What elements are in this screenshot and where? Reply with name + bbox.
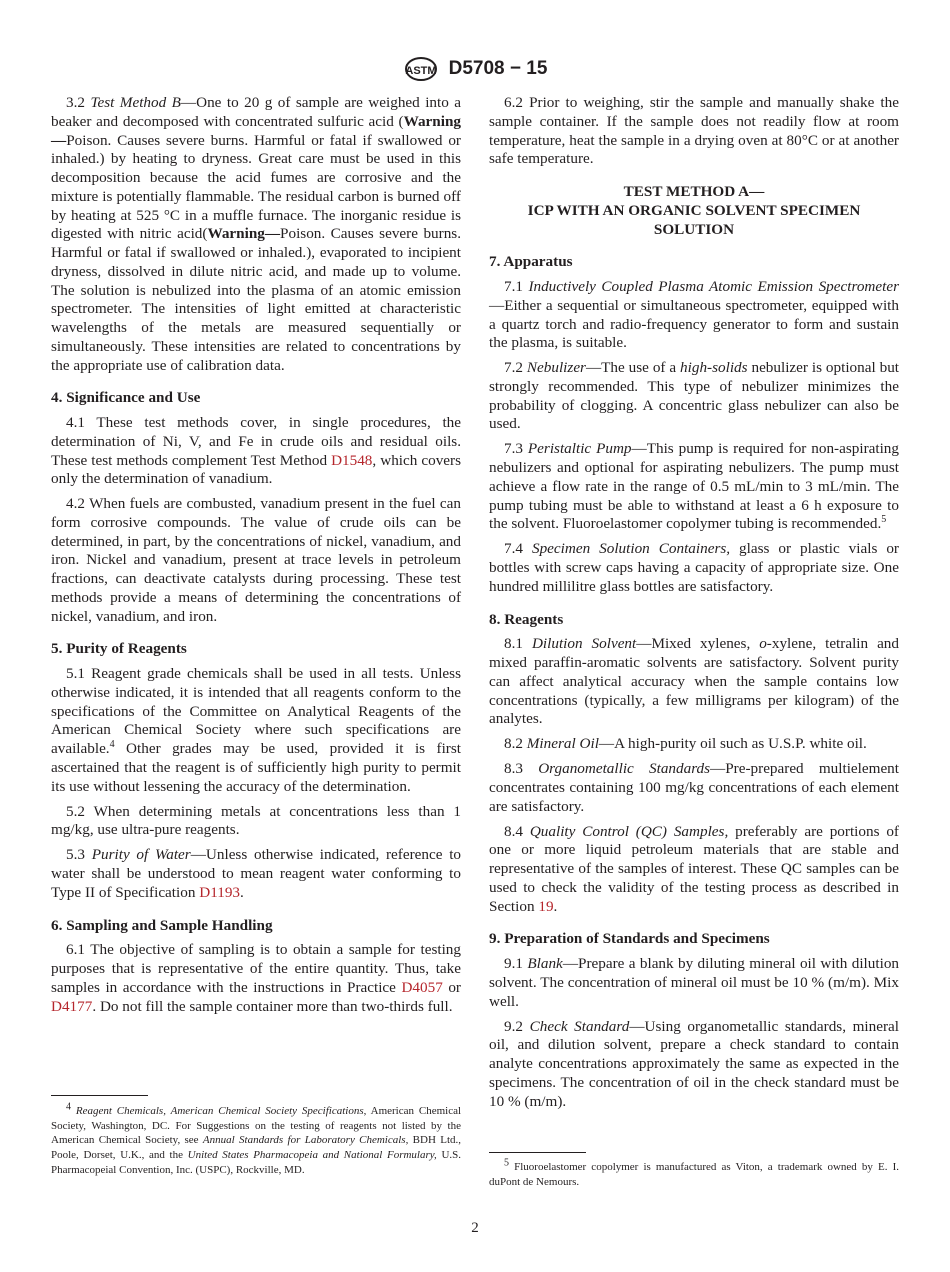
text-run: —Using organometallic standards, mineral oil, and dilution solvent, prepare a check standard to contain analyte concentrations approximately the same as expected in the specimens. The concentration of oil in the check standard must be 10 % (m/m). bbox=[489, 1017, 899, 1110]
text-run: Purity of Water bbox=[91, 846, 191, 864]
text-run: , American Chemical Society, Washington, DC. For Suggestions on the testing of reagents not listed by the American Chemical Society, see bbox=[51, 1105, 462, 1147]
paragraph bbox=[489, 540, 899, 596]
text-run: Nebulizer bbox=[526, 359, 586, 377]
footnote-divider bbox=[51, 1095, 148, 1096]
text-run: Poison. Causes severe burns. Harmful or fatal if swallowed or inhaled.), evaporated to incipient dryness, dissolved in dilute nitric acid, and made up to volume. The solution is nebulized into the plasma of an atomic emission spectrometer. The intensities of light emitted at characteristic wavelengths of the metals are measured sequentially or simultaneously. These intensities are related to concentrations by the appropriate use of calibration data. bbox=[51, 225, 461, 374]
text-run: Other grades may be used, provided it is first ascertained that the reagent is of sufficiently high purity to permit its use without lessening the accuracy of the determination. bbox=[51, 740, 461, 795]
text-run: Blank bbox=[527, 955, 563, 973]
footnote-5 bbox=[489, 1157, 899, 1189]
text-run: high-solids bbox=[680, 359, 748, 377]
footnote-ref[interactable]: 5 bbox=[504, 1157, 509, 1169]
text-run: —Pre-prepared multielement concentrates containing 100 mg/kg concentrations of each element are satisfactory. bbox=[489, 760, 899, 815]
text-run: 4.2 When fuels are combusted, vanadium present in the fuel can form corrosive compounds. The value of crude oils can be determined, in part, by the concentrations of nickel, vanadium, and iron. Nickel and vanadium, present at trace levels in petroleum fractions, can deactivate catalysts during processing. These test methods provide a means of determining the concentrations of nickel, vanadium, and iron. bbox=[51, 495, 461, 625]
text-run: 6. Sampling and Sample Handling bbox=[51, 916, 273, 934]
paragraph bbox=[489, 1018, 899, 1112]
text-run: -xylene, tetralin and mixed paraffin-aromatic solvents are satisfactory. Solvent purity can affect analytical accuracy when the sample contains low concentrations (typically, a few milligrams per kilogram) of the analytes. bbox=[489, 635, 899, 728]
text-run: 8.4 bbox=[504, 822, 530, 840]
footnote-ref[interactable]: 5 bbox=[881, 514, 887, 526]
paragraph bbox=[489, 760, 899, 816]
footnote-divider bbox=[489, 1152, 586, 1153]
paragraph bbox=[489, 823, 899, 917]
text-run: Peristaltic Pump bbox=[527, 440, 632, 458]
paragraph bbox=[51, 846, 461, 902]
text-run: Dilution Solvent bbox=[531, 635, 637, 653]
text-run: Check Standard bbox=[529, 1017, 630, 1035]
footnote-4 bbox=[51, 1101, 462, 1178]
paragraph bbox=[489, 359, 899, 434]
text-run: —One to 20 g of sample are weighed into a beaker and decomposed with concentrated sulfuric acid ( bbox=[51, 94, 462, 130]
svg-text:ASTM: ASTM bbox=[405, 65, 437, 77]
paragraph bbox=[51, 414, 461, 489]
text-run: 5.3 bbox=[66, 846, 92, 864]
text-run: BDH Ltd., Poole, Dorset, U.K., and the bbox=[51, 1134, 461, 1162]
text-run: 7.4 bbox=[504, 540, 532, 558]
section-heading bbox=[489, 930, 899, 949]
paragraph bbox=[489, 735, 899, 754]
text-run: United States Pharmacopeia and National Formulary, bbox=[187, 1149, 437, 1162]
text-run: 9.1 bbox=[504, 955, 528, 973]
section-heading bbox=[51, 917, 461, 936]
text-run: Specimen Solution Containers, bbox=[531, 540, 731, 558]
text-run: —The use of a bbox=[585, 359, 681, 377]
text-run: Warning— bbox=[207, 225, 281, 243]
text-run: Reagent Chemicals, American Chemical Society Specifications bbox=[75, 1105, 364, 1117]
text-run: , which covers only the determination of vanadium. bbox=[51, 451, 461, 488]
paragraph bbox=[51, 495, 461, 626]
paragraph bbox=[489, 955, 899, 1011]
reference-link[interactable]: D1193 bbox=[199, 883, 241, 901]
text-run: 8.2 bbox=[504, 735, 527, 753]
paragraph bbox=[51, 941, 461, 1016]
text-run: 7. Apparatus bbox=[489, 253, 573, 271]
footnote-ref[interactable]: 4 bbox=[109, 739, 115, 751]
document-id: D5708 − 15 bbox=[448, 58, 548, 79]
text-run: TEST METHOD A— bbox=[623, 183, 765, 200]
section-heading bbox=[489, 253, 899, 272]
paragraph bbox=[51, 665, 461, 796]
text-run: . bbox=[553, 897, 558, 915]
text-run: Annual Standards for Laboratory Chemicals, bbox=[202, 1134, 409, 1147]
text-run: or bbox=[442, 978, 461, 996]
paragraph bbox=[51, 94, 461, 375]
reference-link[interactable]: 19 bbox=[538, 897, 554, 915]
text-run: 5. Purity of Reagents bbox=[51, 640, 187, 658]
text-run: 7.2 bbox=[504, 359, 527, 377]
text-run: Organometallic Standards bbox=[538, 760, 711, 778]
text-run: ICP WITH AN ORGANIC SOLVENT SPECIMEN SOLUTION bbox=[527, 201, 861, 238]
text-run: —Unless otherwise indicated, reference to water shall be understood to mean reagent water conforming to Type II of Specification bbox=[51, 846, 462, 901]
page-header bbox=[0, 56, 950, 82]
paragraph bbox=[489, 440, 899, 534]
text-run: 6.2 Prior to weighing, stir the sample and manually shake the sample container. If the sample does not readily flow at room temperature, heat the sample in a drying oven at 80°C or at another safe temperature. bbox=[489, 94, 899, 168]
paragraph bbox=[489, 635, 899, 729]
text-run: —Prepare a blank by diluting mineral oil with dilution solvent. The concentration of mineral oil must be 10 % (m/m). Mix well. bbox=[489, 955, 900, 1010]
text-run: —A high-purity oil such as U.S.P. white oil. bbox=[598, 735, 867, 753]
text-run: Fluoroelastomer copolymer is manufactured as Viton, a trademark owned by E. I. duPont de Nemours. bbox=[489, 1161, 899, 1188]
paragraph bbox=[51, 803, 461, 841]
text-run: 6.1 The objective of sampling is to obtain a sample for testing purposes that is representative of the entire quantity. Thus, take samples in accordance with the instructions in Practice bbox=[51, 941, 461, 996]
reference-link[interactable]: D4177 bbox=[51, 997, 93, 1015]
text-run: Poison. Causes severe burns. Harmful or fatal if swallowed or inhaled.) by heating to dryness. Great care must be used in this decomposition because the acid fumes are corrosive and the mixture is potentially flammable. The residual carbon is burned off by heating at 525 °C in a muffle furnace. The inorganic residue is digested with nitric acid( bbox=[51, 131, 461, 243]
text-run: 4.1 These test methods cover, in single procedures, the determination of Ni, V, and Fe in crude oils and residual oils. These test methods complement Test Method bbox=[51, 414, 461, 469]
right-column bbox=[489, 94, 899, 1118]
section-heading bbox=[51, 389, 461, 408]
text-run: U.S. Pharmacopeial Convention, Inc. (USPC), Rockville, MD. bbox=[51, 1149, 462, 1176]
text-run: 3.2 bbox=[66, 94, 91, 111]
text-run: —Mixed xylenes, bbox=[636, 635, 760, 653]
text-run: —Either a sequential or simultaneous spectrometer, equipped with a quartz torch and radio-frequency generator to form and sustain the plasma, is suitable. bbox=[489, 296, 899, 352]
page-number: 2 bbox=[471, 1220, 479, 1236]
footnote-ref[interactable]: 4 bbox=[66, 1101, 71, 1113]
text-run: glass or plastic vials or bottles with screw caps having a capacity of appropriate size. One hundred millilitre glass bottles are satisfactory. bbox=[489, 540, 899, 595]
text-run: o bbox=[759, 635, 767, 653]
text-run: 8.1 bbox=[504, 635, 532, 653]
text-run: Test Method B bbox=[90, 94, 181, 111]
text-run: 8.3 bbox=[504, 760, 539, 778]
text-run: . bbox=[240, 883, 244, 901]
text-run: Quality Control (QC) Samples, bbox=[529, 822, 729, 840]
reference-link[interactable]: D4057 bbox=[401, 978, 443, 996]
text-run: 9.2 bbox=[504, 1017, 530, 1035]
paragraph bbox=[489, 94, 899, 169]
text-run: preferably are portions of one or more liquid petroleum materials that are stable and representative of the samples of interest. These QC samples can be used to check the validity of the testing process as described in Section bbox=[489, 822, 899, 915]
section-heading bbox=[51, 640, 461, 659]
text-run: 8. Reagents bbox=[489, 610, 564, 628]
left-column bbox=[51, 94, 461, 1023]
text-run: 4. Significance and Use bbox=[51, 389, 201, 407]
paragraph bbox=[489, 278, 899, 353]
text-run: nebulizer is optional but strongly recommended. This type of nebulizer minimizes the probability of clogging. A concentric glass nebulizer can also be used. bbox=[489, 359, 900, 433]
text-run: Inductively Coupled Plasma Atomic Emission Spectrometer bbox=[528, 278, 899, 295]
text-run: 9. Preparation of Standards and Specimens bbox=[489, 930, 770, 948]
text-run: 5.2 When determining metals at concentrations less than 1 mg/kg, use ultra-pure reagents. bbox=[51, 802, 461, 839]
text-run: 7.1 bbox=[504, 278, 529, 295]
section-heading bbox=[489, 183, 899, 239]
text-run: . Do not fill the sample container more than two-thirds full. bbox=[92, 997, 453, 1015]
section-heading bbox=[489, 611, 899, 630]
reference-link[interactable]: D1548 bbox=[331, 451, 373, 469]
text-run: Mineral Oil bbox=[526, 735, 599, 753]
text-run: —This pump is required for non-aspirating nebulizers and optional for aspirating nebulizers. The pump must achieve a flow rate in the range of 0.5 mL/min to 3 mL/min. The pump tubing must be able to withstand at least a 6 h exposure to the solvent. Fluoroelastomer copolymer tubing is recommended. bbox=[489, 440, 899, 533]
astm-logo-icon bbox=[403, 56, 439, 82]
text-run: 7.3 bbox=[504, 440, 528, 458]
text-run: Warning— bbox=[51, 112, 461, 149]
text-run: 5.1 Reagent grade chemicals shall be used in all tests. Unless otherwise indicated, it is intended that all reagents conform to the specifications of the Committee on Analytical Reagents of the American Chemical Society where such specifications are available. bbox=[51, 665, 461, 758]
